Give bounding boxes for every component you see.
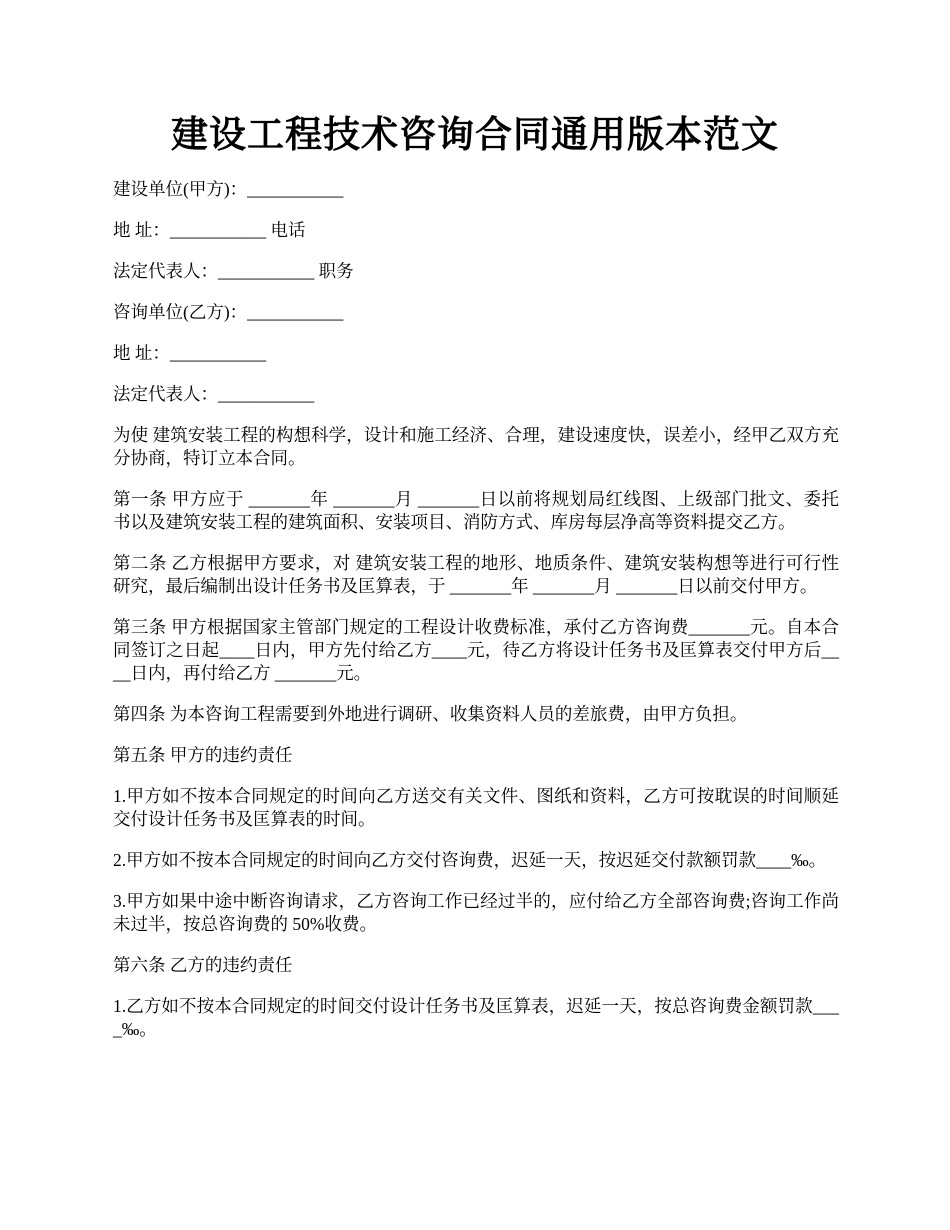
party-a-address-line: 地 址：___________ 电话 [113,220,306,240]
article-2-paragraph: 第二条 乙方根据甲方要求，对 建筑安装工程的地形、地质条件、建筑安装构想等进行可行性研究，最后编制出设计任务书及匡算表，于 _______年 _______月 _______日以前交付甲方。 [113,553,839,596]
article-3-paragraph: 第三条 甲方根据国家主管部门规定的工程设计收费标准，承付乙方咨询费_______元。自本合同签订之日起____日内，甲方先付给乙方____元，待乙方将设计任务书及匡算表交付甲方后____日内，再付给乙方 _______元。 [113,617,839,683]
document-body [113,178,839,1059]
party-b-representative-line: 法定代表人：___________ [113,384,315,404]
document-title: 建设工程技术咨询合同通用版本范文 [171,115,779,156]
article-1-paragraph: 第一条 甲方应于 _______年 _______月 _______日以前将规划局红线图、上级部门批文、委托书以及建筑安装工程的建筑面积、安装项目、消防方式、库房每层净高等资料提交乙方。 [113,489,839,532]
party-b-name-line: 咨询单位(乙方)：___________ [113,302,344,322]
article-6-clause-1: 1.乙方如不按本合同规定的时间交付设计任务书及匡算表，迟延一天，按总咨询费金额罚款____‰。 [113,996,839,1039]
party-a-representative-line: 法定代表人：___________ 职务 [113,261,354,281]
article-5-clause-2: 2.甲方如不按本合同规定的时间向乙方交付咨询费，迟延一天，按迟延交付款额罚款____‰。 [113,850,827,870]
party-b-address-line: 地 址：___________ [113,343,267,363]
article-6-heading: 第六条 乙方的违约责任 [113,955,293,975]
article-5-clause-1: 1.甲方如不按本合同规定的时间向乙方送交有关文件、图纸和资料，乙方可按耽误的时间顺延交付设计任务书及匡算表的时间。 [113,786,839,829]
article-5-clause-3: 3.甲方如果中途中断咨询请求，乙方咨询工作已经过半的，应付给乙方全部咨询费;咨询工作尚未过半，按总咨询费的 50%收费。 [113,891,839,934]
article-5-heading: 第五条 甲方的违约责任 [113,745,293,765]
party-a-name-line: 建设单位(甲方)：___________ [113,179,344,199]
article-4-paragraph: 第四条 为本咨询工程需要到外地进行调研、收集资料人员的差旅费，由甲方负担。 [113,704,748,724]
preamble-paragraph: 为使 建筑安装工程的构想科学，设计和施工经济、合理，建设速度快，误差小，经甲乙双方充分协商，特订立本合同。 [113,425,839,468]
